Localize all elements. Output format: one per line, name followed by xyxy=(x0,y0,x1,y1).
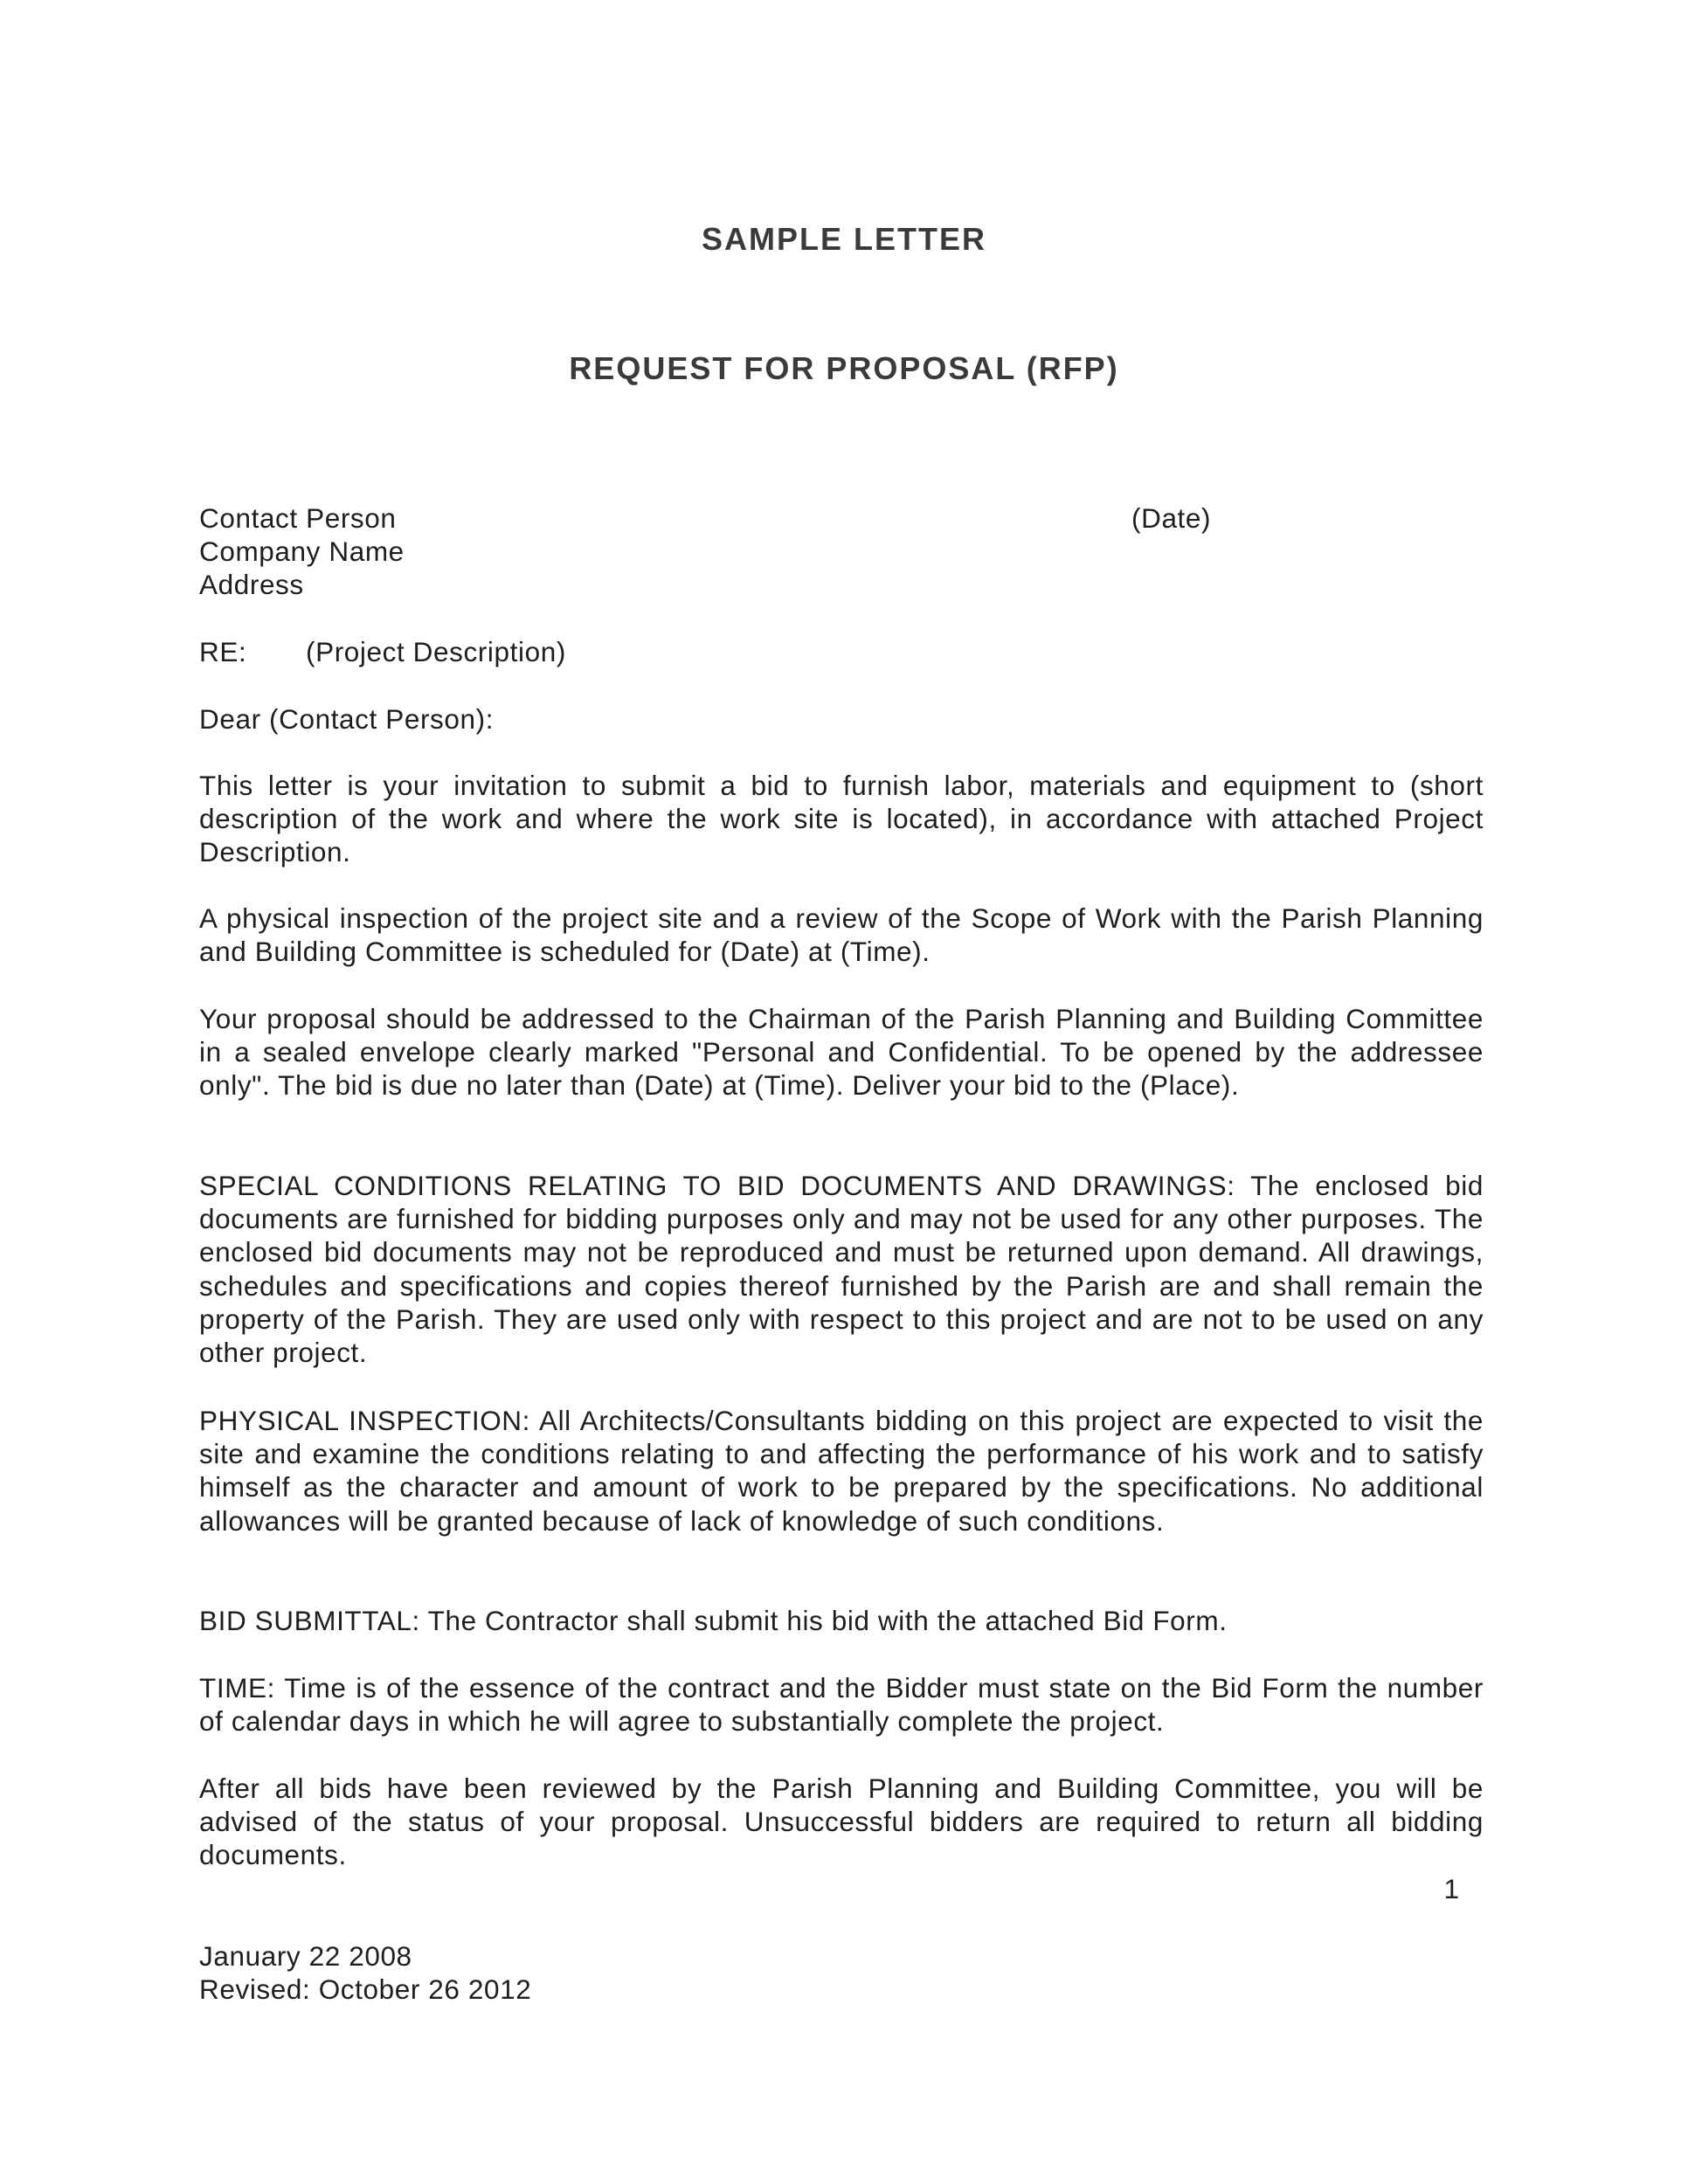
re-label: RE: xyxy=(199,636,247,667)
letter-date: (Date) xyxy=(1131,502,1212,534)
paragraph-review-status: After all bids have been reviewed by the Parish Planning and Building Committee, you will be advised of the status of your proposal. Unsuccessful bidders are required to return all bidding documents. xyxy=(199,1773,1484,1871)
paragraph-bid-submittal: BID SUBMITTAL: The Contractor shall submit his bid with the attached Bid Form. xyxy=(199,1605,1228,1636)
paragraph-proposal-delivery: Your proposal should be addressed to the Chairman of the Parish Planning and Building Committee in a sealed envelope clearly marked "Personal and Confidential. To be opened by the addressee only". The bid is due no later than (Date) at (Time). Deliver your bid to the (Place). xyxy=(199,1003,1484,1102)
re-value: (Project Description) xyxy=(306,636,566,667)
paragraph-inspection-schedule: A physical inspection of the project site and a review of the Scope of Work with the Parish Planning and Building Committee is scheduled for (Date) at (Time). xyxy=(199,902,1484,968)
page-title: SAMPLE LETTER xyxy=(701,221,986,257)
recipient-contact-person: Contact Person xyxy=(199,502,397,534)
paragraph-invitation: This letter is your invitation to submit a bid to furnish labor, materials and equipment to (short description of the work and where the work site is located), in accordance with attached Project Description. xyxy=(199,770,1484,868)
footer-revised-date: Revised: October 26 2012 xyxy=(199,1973,532,2006)
page-subtitle: REQUEST FOR PROPOSAL (RFP) xyxy=(569,350,1119,386)
page-number: 1 xyxy=(1443,1873,1459,1904)
salutation: Dear (Contact Person): xyxy=(199,703,495,735)
recipient-company-name: Company Name xyxy=(199,536,405,568)
footer-dates xyxy=(199,1939,531,2006)
footer-created-date: January 22 2008 xyxy=(199,1940,412,1972)
paragraph-special-conditions: SPECIAL CONDITIONS RELATING TO BID DOCUMENTS AND DRAWINGS: The enclosed bid documents are furnished for bidding purposes only and may not be used for any other purposes. The enclosed bid documents may not be reproduced and must be returned upon demand. All drawings, schedules and specifications and copies thereof furnished by the Parish are and shall remain the property of the Parish. They are used only with respect to this project and are not to be used on any other project. xyxy=(199,1170,1484,1369)
paragraph-physical-inspection: PHYSICAL INSPECTION: All Architects/Consultants bidding on this project are expected to visit the site and examine the conditions relating to and affecting the performance of his work and to satisfy himself as the character and amount of work to be prepared by the specifications. No additional allowances will be granted because of lack of knowledge of such conditions. xyxy=(199,1405,1484,1537)
paragraph-time: TIME: Time is of the essence of the contract and the Bidder must state on the Bid Form the number of calendar days in which he will agree to substantially complete the project. xyxy=(199,1672,1484,1738)
recipient-address: Address xyxy=(199,569,304,601)
re-line xyxy=(199,635,1484,668)
recipient-address-block xyxy=(199,501,1484,602)
